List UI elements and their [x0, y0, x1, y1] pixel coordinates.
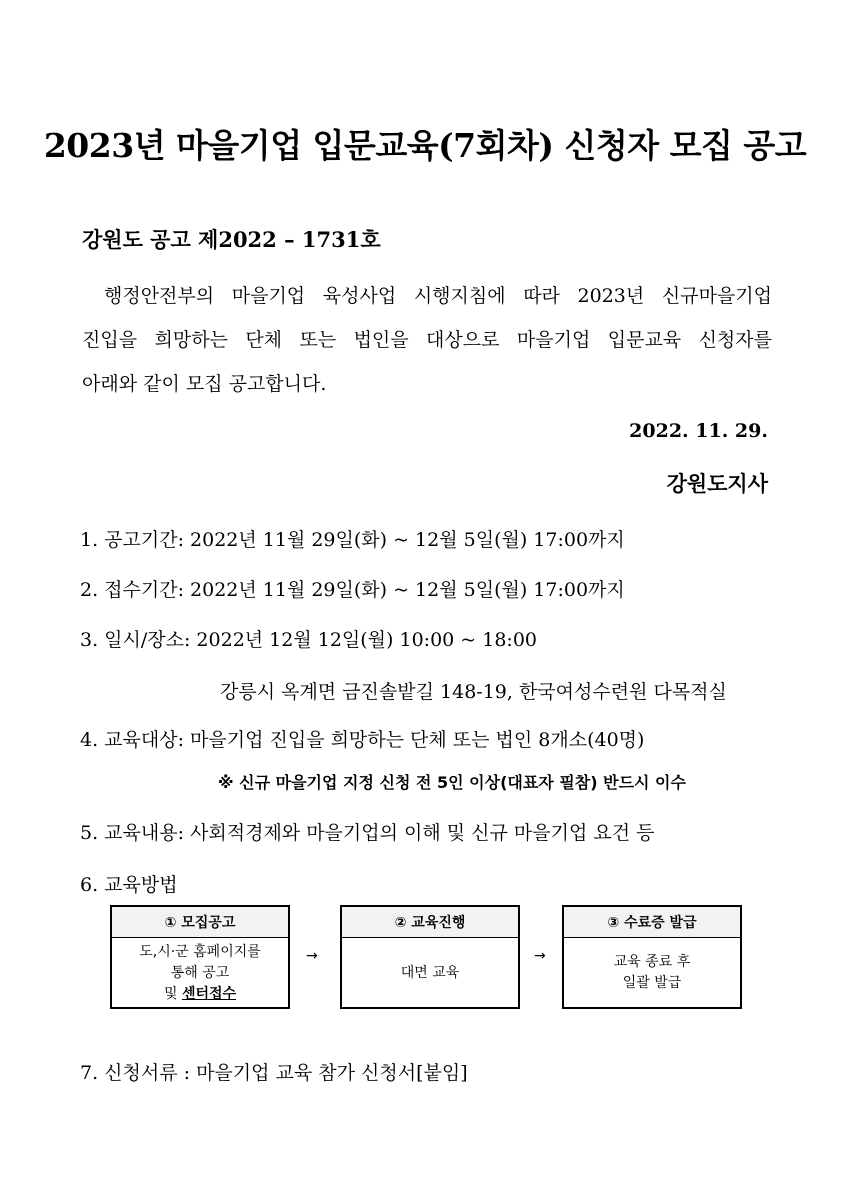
intro-line: 진입을 희망하는 단체 또는 법인을 대상으로 마을기업 입문교육 신청자를 — [82, 329, 772, 351]
flow-step-education-head: ② 교육진행 — [342, 907, 518, 938]
item-documents: 7. 신청서류 : 마을기업 교육 참가 신청서[붙임] — [80, 1062, 468, 1084]
notice-date: 2022. 11. 29. — [629, 420, 768, 442]
flow-step-certificate — [562, 905, 742, 1009]
flow-step-certificate-body — [564, 938, 740, 1008]
intro-line: 아래와 같이 모집 공고합니다. — [82, 373, 327, 395]
flow-step-recruit-body — [112, 938, 288, 1008]
arrow-right-icon: → — [306, 948, 318, 964]
flow-step-text: 및 — [163, 985, 182, 1002]
intro-paragraph — [82, 274, 772, 406]
flow-step-text: 통해 공고 — [170, 964, 230, 981]
notice-number: 강원도 공고 제2022 – 1731호 — [82, 227, 381, 252]
flow-step-text-line3 — [164, 984, 236, 1005]
flow-step-certificate-head: ③ 수료증 발급 — [564, 907, 740, 938]
item-content: 5. 교육내용: 사회적경제와 마을기업의 이해 및 신규 마을기업 요건 등 — [80, 822, 655, 844]
item-announce-period: 1. 공고기간: 2022년 11월 29일(화) ~ 12월 5일(월) 17:00까지 — [80, 529, 625, 551]
center-receipt-text: 센터접수 — [181, 985, 237, 1002]
item-receipt-period: 2. 접수기간: 2022년 11월 29일(화) ~ 12월 5일(월) 17:00까지 — [80, 579, 625, 601]
issuer: 강원도지사 — [666, 471, 768, 496]
page-title: 2023년 마을기업 입문교육(7회차) 신청자 모집 공고 — [43, 126, 807, 165]
item-method: 6. 교육방법 — [80, 874, 178, 896]
flow-step-recruit — [110, 905, 290, 1009]
item-target-note: ※ 신규 마을기업 지정 신청 전 5인 이상(대표자 필참) 반드시 이수 — [218, 773, 686, 792]
flow-step-text: 일괄 발급 — [622, 975, 682, 991]
flow-step-text: 대면 교육 — [400, 964, 460, 981]
item-date-place: 3. 일시/장소: 2022년 12월 12일(월) 10:00 ~ 18:00 — [80, 629, 538, 651]
flow-step-text: 교육 종료 후 — [613, 954, 691, 970]
flow-step-education — [340, 905, 520, 1009]
item-target: 4. 교육대상: 마을기업 진입을 희망하는 단체 또는 법인 8개소(40명) — [80, 729, 645, 751]
flow-step-recruit-head: ① 모집공고 — [112, 907, 288, 938]
flow-step-text: 도,시·군 홈페이지를 — [139, 943, 261, 960]
item-place: 강릉시 옥계면 금진솔밭길 148-19, 한국여성수련원 다목적실 — [220, 681, 727, 703]
intro-line: 행정안전부의 마을기업 육성사업 시행지침에 따라 2023년 신규마을기업 — [104, 285, 772, 307]
arrow-right-icon: → — [534, 948, 546, 964]
flow-step-education-body — [342, 938, 518, 1008]
